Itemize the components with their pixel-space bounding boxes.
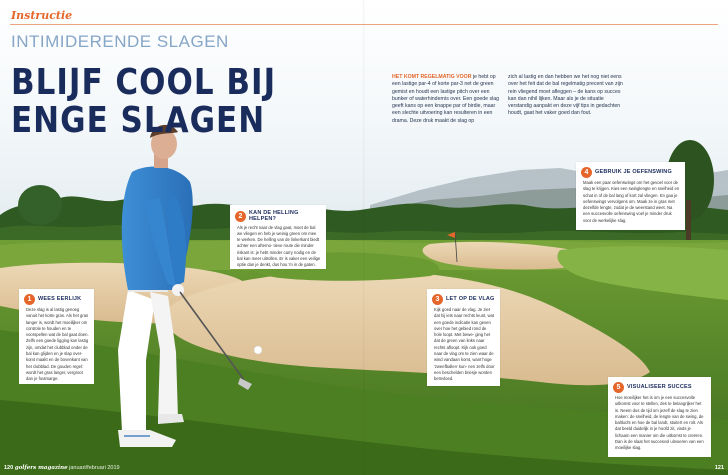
issue-date: januari/februari 2019 bbox=[69, 465, 120, 471]
tip-number-badge: 1 bbox=[24, 294, 35, 305]
tip-title: GEBRUIK JE OEFENSWING bbox=[595, 169, 672, 176]
tip-title: VISUALISEER SUCCES bbox=[627, 384, 692, 391]
tip-card-5 bbox=[608, 377, 711, 457]
header-rule bbox=[10, 24, 718, 25]
folio-right bbox=[715, 465, 724, 471]
tip-body: Als je recht naar de vlag gaat, moet de bal we vliegen en heb je weinig green om mee te werken. De helling van de linkerkant biedt achter een afterno- tieve route die minder riskant is: je hebt minder carry nodig en de bal kan meer uitrollen. Er is vaker een veilige optie dan je denkt, dus hou 'm in de gaten. bbox=[237, 224, 321, 268]
section-label: Instructie bbox=[11, 9, 73, 22]
tip-card-1 bbox=[19, 289, 94, 384]
tip-number-badge: 4 bbox=[581, 167, 592, 178]
tip-card-2 bbox=[230, 205, 326, 269]
kicker: INTIMIDERENDE SLAGEN bbox=[11, 32, 229, 51]
tip-card-4 bbox=[576, 162, 685, 230]
tip-body: Maak een paar oefenswings om het gevoel voor de slag te krijgen. Kies een swinglengte en snelheid en schat in of de bal lang of kort zal vliegen. En gaa je oefenswings vervolgens om. Maak ze in gras met dezelfde lengte, zodat je de weerstand weet. Na een succesvolle oefenswing voel je minder druk voor de werkelijke slag. bbox=[583, 180, 680, 223]
intro-text-1: je hebt op een lastige par-4 of korte par-3 net de green gemist en houdt een lastige pitch over een bunker of waterhindernis over. Een goede slag geeft kans op een knappe par of birdie, maar een slechte uitvoering kan resulteren in een drama. Deze druk maakt de slag op bbox=[392, 74, 499, 124]
headline bbox=[11, 61, 341, 142]
tip-number-badge: 5 bbox=[613, 382, 624, 393]
tip-title: KAN DE HELLING HELPEN? bbox=[249, 210, 299, 223]
headline-line-1: BLIJF COOL BIJ bbox=[11, 61, 277, 104]
tip-header bbox=[613, 382, 706, 393]
tip-header bbox=[432, 294, 495, 305]
tip-header bbox=[24, 294, 89, 305]
tip-body: Hoe moeilijker het is om je een succesvolle uitkomst voor te stellen, des te belangrijker het is. Neem dus de tijd om jezelf de slag te zien maken: de snelheid, de lengte van de swing, de baltlucht en hoe de bal landt, stuitert en rolt. Als dat beeld duidelijk in je hoofd zit, vinds je lichaam een manier om die uitkomst te creëren. Dan is de slaat het succesvol uitvoeren van een moeilijke slag. bbox=[615, 395, 704, 451]
tip-body: Kijk goed naar de vlag. Je ziet dat hij iets naar rechts leunt, wat een goede indicatie kan geven over hoe het gebied rond de hole loopt. Met bewe- ging het dat de green van links naar rechts afloopt. Kijk ook goed naar de vlag om te zien waar de wind vandaan komt, want hoge 'zweefballen' kun- nen zelfs door een beschelden briesje worden beïnvloed. bbox=[434, 307, 495, 382]
tip-title: LET OP DE VLAG bbox=[446, 296, 495, 303]
page-number-right: 121 bbox=[714, 465, 724, 471]
intro-column-1 bbox=[392, 74, 505, 125]
tip-body: Deze slag is al lastig genoeg vanuit het korte gras. Als het gras langer is, wordt het moeilijker om controle te houden en te voorspellen wat de bal gaat doen. Zelfs een goede ligging kan lastig zijn, omdat het clubblad onder de bal kan glijden en je slap over- komt maakt en de bovenkant van het clubblad. De gouden regel: wordt het gras langer, vergroot dan je foutmarge. bbox=[26, 307, 89, 382]
tip-number-badge: 2 bbox=[235, 211, 246, 222]
tip-number-badge: 3 bbox=[432, 294, 443, 305]
intro-column-2: zich al lastig en dan hebben we het nog niet eens over het feit dat de bal regelmatig precent van zijn rein vliegend moet afleggen – de kans op succes kan dan nihil lijken. Maar als je de situatie verstandig aanpakt en deze vijf tips in gedachten houdt, gaat het vaker goed dan fout. bbox=[508, 74, 623, 117]
page-number-left: 120 bbox=[4, 465, 14, 471]
tip-header bbox=[581, 167, 680, 178]
magazine-name: golfers magazine bbox=[14, 465, 68, 471]
page-gutter bbox=[363, 0, 365, 475]
folio-left bbox=[4, 465, 120, 471]
tip-header bbox=[235, 210, 321, 223]
headline-line-2: ENGE SLAGEN bbox=[11, 99, 266, 142]
intro-lead: HET KOMT REGELMATIG VOOR bbox=[392, 74, 472, 80]
tip-card-3 bbox=[427, 289, 500, 386]
tip-title: WEES EERLIJK bbox=[38, 296, 82, 303]
